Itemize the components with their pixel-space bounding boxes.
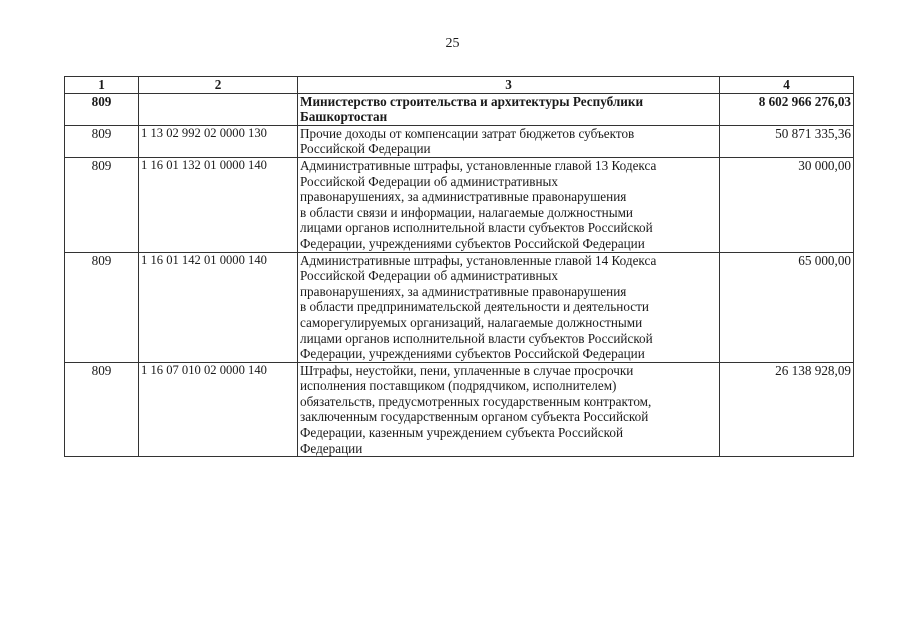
- revenue-name-line: лицами органов исполнительной власти субъектов Российской: [300, 220, 653, 236]
- revenue-name-cell: [298, 157, 720, 252]
- budget-classification-code-cell: 1 16 01 142 01 0000 140: [139, 252, 298, 362]
- revenue-name-cell: [298, 93, 720, 125]
- budget-classification-code-cell: [139, 93, 298, 125]
- revenue-name-line: Российской Федерации: [300, 141, 431, 157]
- revenue-table: [64, 76, 854, 457]
- revenue-name-line: обязательств, предусмотренных государственным контрактом,: [300, 393, 652, 409]
- column-header-4: 4: [720, 77, 854, 94]
- revenue-name-line: в области предпринимательской деятельности и деятельности: [300, 299, 649, 315]
- revenue-name-line: саморегулируемых организаций, налагаемые должностными: [300, 314, 643, 330]
- admin-code-cell: 809: [65, 252, 139, 362]
- table-row: [65, 157, 854, 252]
- revenue-name-line: правонарушениях, за административные правонарушения: [300, 189, 627, 205]
- revenue-name-line: в области связи и информации, налагаемые должностными: [300, 204, 633, 220]
- revenue-name-line: Российской Федерации об административных: [300, 173, 558, 189]
- budget-classification-code-cell: 1 13 02 992 02 0000 130: [139, 125, 298, 157]
- revenue-name-line: Административные штрафы, установленные главой 13 Кодекса: [300, 157, 657, 173]
- amount-cell: 50 871 335,36: [720, 125, 854, 157]
- revenue-name-cell: [298, 125, 720, 157]
- column-header-3: 3: [298, 77, 720, 94]
- revenue-name-line: Федерации, учреждениями субъектов Российской Федерации: [300, 346, 645, 362]
- page-number: 25: [445, 36, 460, 51]
- budget-classification-code-cell: 1 16 07 010 02 0000 140: [139, 362, 298, 457]
- admin-code-cell: 809: [65, 93, 139, 125]
- revenue-name-line: Министерство строительства и архитектуры Республики: [300, 93, 644, 109]
- table-row: [65, 362, 854, 457]
- revenue-name-line: заключенным государственным органом субъекта Российской: [300, 409, 649, 425]
- revenue-name-line: Федерации, казенным учреждением субъекта Российской: [300, 425, 624, 441]
- table-row: [65, 125, 854, 157]
- revenue-name-line: Федерации, учреждениями субъектов Российской Федерации: [300, 235, 645, 251]
- budget-classification-code-cell: 1 16 01 132 01 0000 140: [139, 157, 298, 252]
- amount-cell: 30 000,00: [720, 157, 854, 252]
- admin-code-cell: 809: [65, 157, 139, 252]
- table-row: [65, 93, 854, 125]
- revenue-name-line: Административные штрафы, установленные главой 14 Кодекса: [300, 252, 657, 268]
- table-row: [65, 252, 854, 362]
- amount-cell: 26 138 928,09: [720, 362, 854, 457]
- column-header-1: 1: [65, 77, 139, 94]
- revenue-name-line: Башкортостан: [300, 109, 388, 125]
- revenue-name-line: лицами органов исполнительной власти субъектов Российской: [300, 330, 653, 346]
- revenue-name-line: Штрафы, неустойки, пени, уплаченные в случае просрочки: [300, 362, 634, 378]
- revenue-name-line: Прочие доходы от компенсации затрат бюджетов субъектов: [300, 125, 635, 141]
- table-body: [65, 93, 854, 457]
- revenue-name-cell: [298, 362, 720, 457]
- table-header-row: [65, 77, 854, 94]
- revenue-name-line: Российской Федерации об административных: [300, 268, 558, 284]
- admin-code-cell: 809: [65, 125, 139, 157]
- revenue-name-line: исполнения поставщиком (подрядчиком, исполнителем): [300, 378, 617, 394]
- revenue-name-cell: [298, 252, 720, 362]
- amount-cell: 8 602 966 276,03: [720, 93, 854, 125]
- admin-code-cell: 809: [65, 362, 139, 457]
- column-header-2: 2: [139, 77, 298, 94]
- amount-cell: 65 000,00: [720, 252, 854, 362]
- revenue-name-line: Федерации: [300, 440, 363, 456]
- revenue-name-line: правонарушениях, за административные правонарушения: [300, 283, 627, 299]
